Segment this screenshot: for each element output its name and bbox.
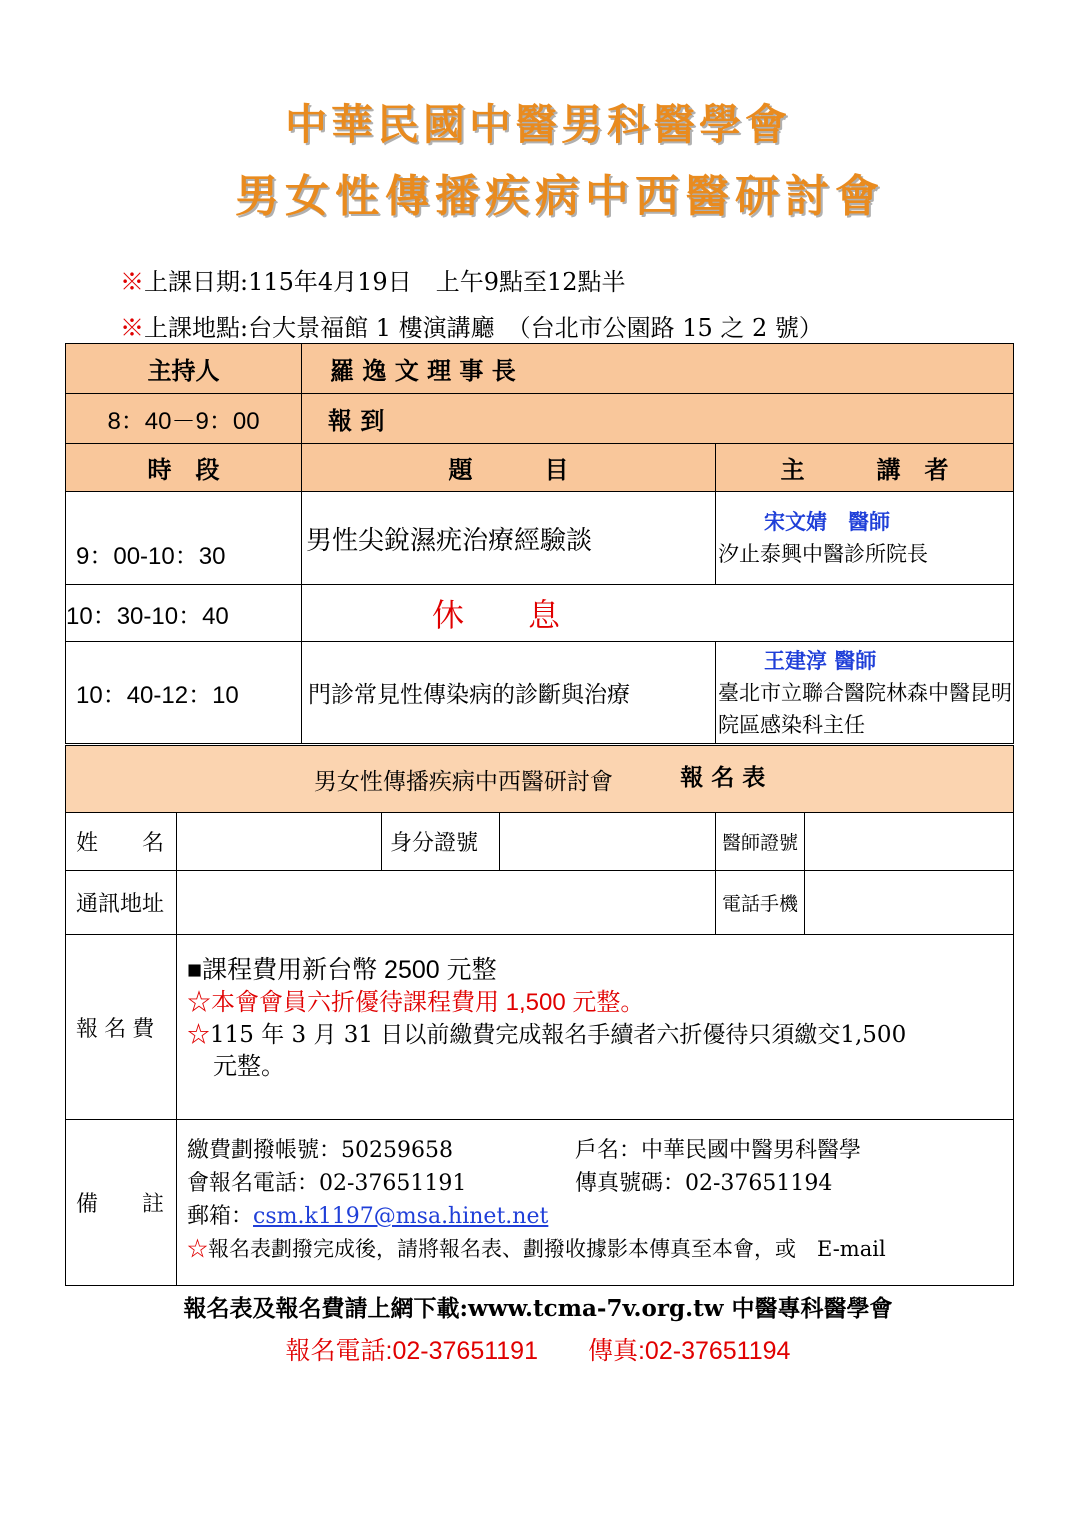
footer-contact: 報名電話:02-37651191 傳真:02-37651194 xyxy=(285,1337,791,1365)
place-info xyxy=(120,308,823,343)
fax-number: 傳真號碼：02-37651194 xyxy=(575,1171,833,1196)
checkin-row xyxy=(66,394,1014,444)
star-icon: ☆ xyxy=(187,1022,210,1048)
license-field[interactable] xyxy=(805,813,1014,871)
place-text: 上課地點:台大景福館 1 樓演講廳 （台北市公園路 15 之 2 號） xyxy=(144,314,823,342)
email-label: 郵箱： xyxy=(187,1204,254,1229)
session-row-1 xyxy=(66,492,1014,585)
notice-text: 報名表劃撥完成後，請將報名表、劃撥收據影本傳真至本會，或 E-mail xyxy=(208,1237,886,1261)
date-info xyxy=(120,262,626,297)
session-row-2 xyxy=(66,642,1014,744)
event-title: 男女性傳播疾病中西醫研討會 xyxy=(235,171,885,222)
phone-field[interactable] xyxy=(805,871,1014,935)
speaker-name: 王建淳 醫師 xyxy=(764,647,877,673)
license-label: 醫師證號 xyxy=(716,813,805,871)
id-label: 身分證號 xyxy=(382,813,500,871)
speaker-affiliation: 臺北市立聯合醫院林森中醫昆明院區感染科主任 xyxy=(718,680,1012,737)
date-mark: ※ xyxy=(120,268,144,296)
date-text: 上課日期:115年4月19日 上午9點至12點半 xyxy=(144,268,626,296)
account-name: 戶名：中華民國中醫男科醫學 xyxy=(575,1138,862,1163)
notes-label: 備 註 xyxy=(66,1120,177,1286)
fee-line-2: ☆本會會員六折優待課程費用 1,500 元整。 xyxy=(187,989,645,1016)
break-row xyxy=(66,585,1014,642)
fee-row xyxy=(66,935,1014,1120)
host-label: 主持人 xyxy=(66,344,302,394)
schedule-table xyxy=(65,343,1014,744)
session-time: 9：00-10：30 xyxy=(66,492,302,585)
form-title-row xyxy=(66,746,1014,813)
checkin-time: 8：40－9：00 xyxy=(66,394,302,444)
name-row xyxy=(66,813,1014,871)
email-link[interactable]: csm.k1197@msa.hinet.net xyxy=(253,1204,549,1229)
id-field[interactable] xyxy=(500,813,716,871)
address-label: 通訊地址 xyxy=(66,871,177,935)
host-row xyxy=(66,344,1014,394)
col-topic: 題 目 xyxy=(302,444,716,492)
notes-row xyxy=(66,1120,1014,1286)
column-header-row xyxy=(66,444,1014,492)
session-topic: 男性尖銳濕疣治療經驗談 xyxy=(302,492,716,585)
speaker-affiliation: 汐止泰興中醫診所院長 xyxy=(718,542,928,566)
place-mark: ※ xyxy=(120,314,144,342)
star-icon: ☆ xyxy=(187,1237,208,1261)
address-field[interactable] xyxy=(177,871,716,935)
form-title: 男女性傳播疾病中西醫研討會 xyxy=(313,768,613,795)
break-time: 10：30-10：40 xyxy=(66,585,302,642)
form-title-suffix: 報 名 表 xyxy=(680,763,766,791)
name-field[interactable] xyxy=(177,813,382,871)
address-row xyxy=(66,871,1014,935)
fee-line-3b: 元整。 xyxy=(213,1053,285,1080)
org-title: 中華民國中醫男科醫學會 xyxy=(284,100,791,149)
phone-label: 電話手機 xyxy=(716,871,805,935)
checkin-label: 報 到 xyxy=(302,394,1014,444)
host-name: 羅 逸 文 理 事 長 xyxy=(302,344,1014,394)
fee-line-1: ■課程費用新台幣 2500 元整 xyxy=(187,956,497,984)
account-number: 繳費劃撥帳號：50259658 xyxy=(187,1138,453,1163)
fee-label: 報 名 費 xyxy=(66,935,177,1120)
break-label: 休 息 xyxy=(302,585,1014,642)
fee-line-3: 115 年 3 月 31 日以前繳費完成報名手續者六折優待只須繳交1,500 xyxy=(210,1022,907,1048)
col-speaker: 主 講 者 xyxy=(716,444,1014,492)
registration-table xyxy=(65,745,1014,1286)
session-topic: 門診常見性傳染病的診斷與治療 xyxy=(302,642,716,744)
session-time: 10：40-12：10 xyxy=(66,642,302,744)
col-time: 時 段 xyxy=(66,444,302,492)
footer-download: 報名表及報名費請上網下載:www.tcma-7v.org.tw 中醫專科醫學會 xyxy=(183,1295,893,1322)
speaker-name: 宋文婧 醫師 xyxy=(764,509,890,534)
registration-phone: 會報名電話：02-37651191 xyxy=(187,1171,467,1196)
name-label: 姓 名 xyxy=(66,813,177,871)
